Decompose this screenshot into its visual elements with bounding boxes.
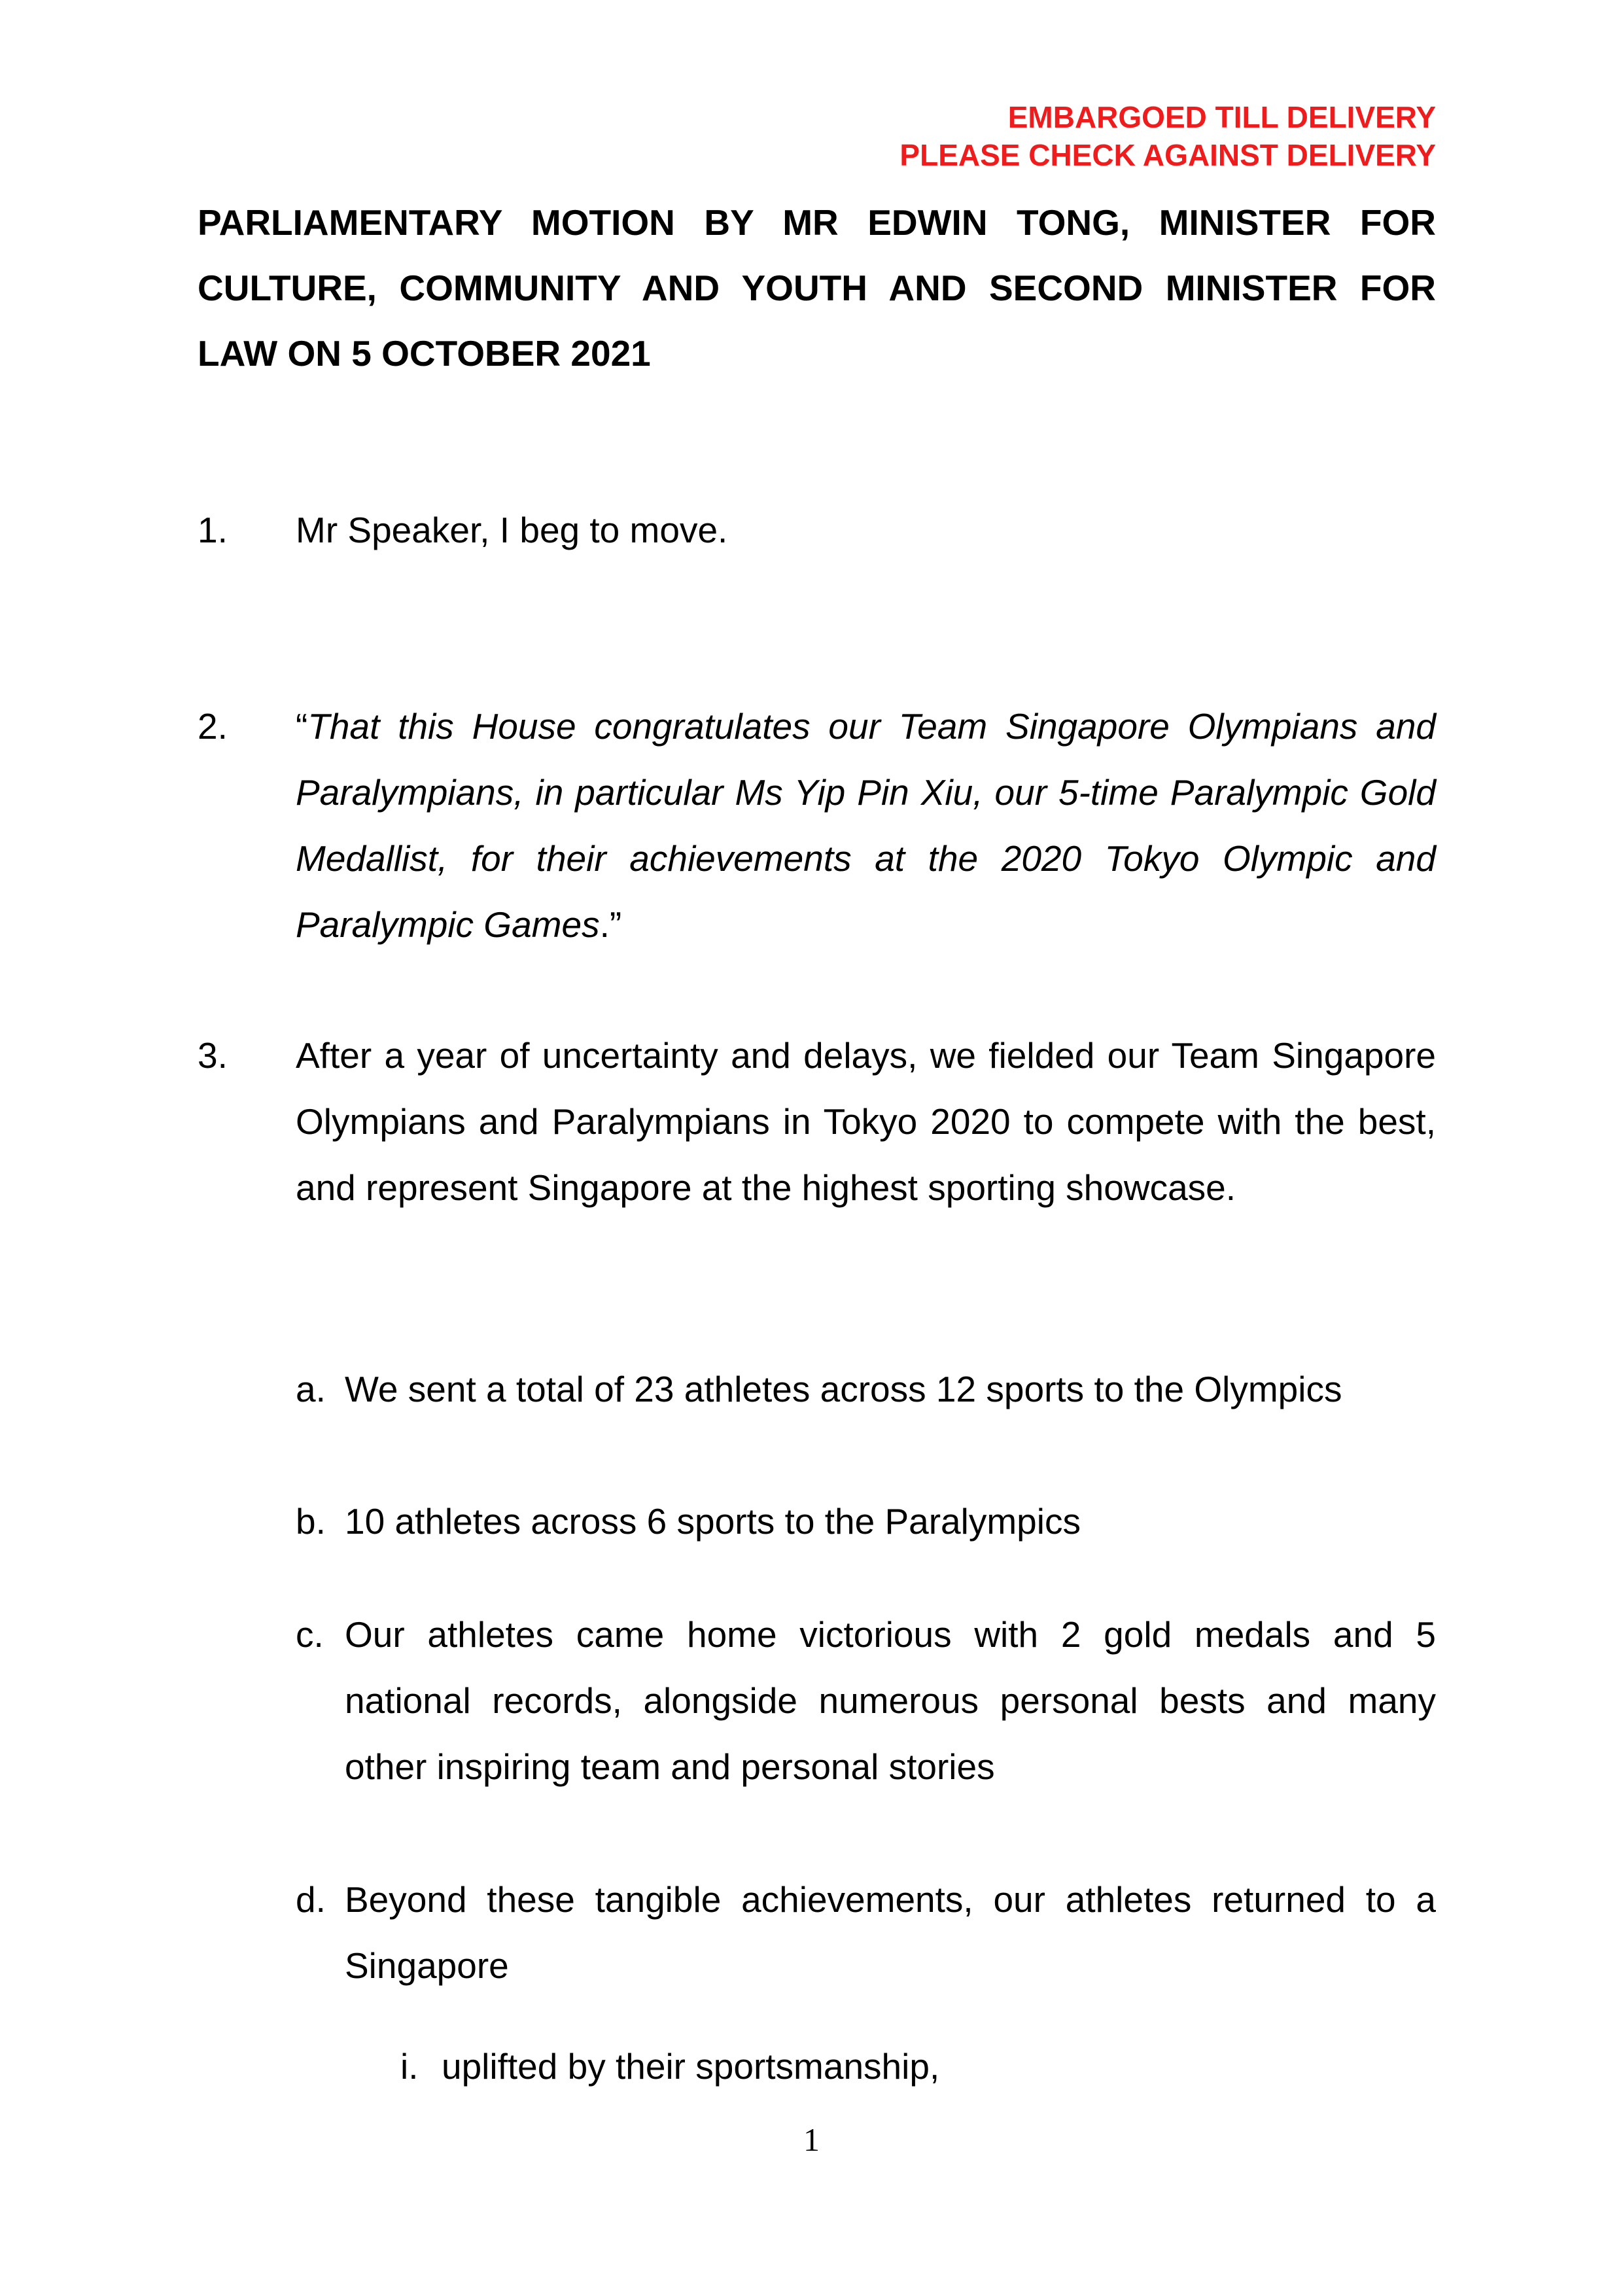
list-item-text: uplifted by their sportsmanship, xyxy=(442,2046,940,2087)
paragraph-1 xyxy=(198,497,1436,563)
list-letter: a. xyxy=(296,1369,326,1409)
list-letter: d. xyxy=(296,1879,326,1920)
paragraph-number: 3. xyxy=(198,1035,228,1076)
close-quote: .” xyxy=(599,904,622,945)
embargo-line-1: EMBARGOED TILL DELIVERY xyxy=(1007,100,1436,134)
list-item-d xyxy=(296,1867,1436,1999)
paragraph-3 xyxy=(198,1023,1436,1221)
embargo-line-2: PLEASE CHECK AGAINST DELIVERY xyxy=(899,138,1436,172)
list-letter: b. xyxy=(296,1501,326,1542)
paragraph-number: 1. xyxy=(198,510,228,550)
paragraph-number: 2. xyxy=(198,706,228,747)
motion-text xyxy=(296,694,1436,958)
embargo-notice xyxy=(899,98,1436,174)
list-roman: i. xyxy=(400,2046,419,2087)
list-item-text: We sent a total of 23 athletes across 12 sports to the Olympics xyxy=(345,1369,1342,1409)
paragraph-2 xyxy=(198,694,1436,958)
list-item-a xyxy=(296,1356,1436,1422)
list-item-text: Beyond these tangible achievements, our athletes returned to a Singapore xyxy=(345,1879,1436,1986)
motion-italic-text: That this House congratulates our Team Singapore Olympians and Paralympians, in particular Ms Yip Pin Xiu, our 5-time Paralympic Gold Medallist, for their achievements at the 2020 Tokyo Olympic and Paralympic Games xyxy=(296,706,1436,945)
list-item-c xyxy=(296,1602,1436,1800)
list-letter: c. xyxy=(296,1614,324,1655)
list-item-b xyxy=(296,1489,1436,1555)
list-item-text: Our athletes came home victorious with 2 gold medals and 5 national records, alongside numerous personal bests and many other inspiring team and personal stories xyxy=(345,1614,1436,1787)
list-item-text: 10 athletes across 6 sports to the Paralympics xyxy=(345,1501,1081,1542)
paragraph-text: Mr Speaker, I beg to move. xyxy=(296,510,728,550)
document-title: PARLIAMENTARY MOTION BY MR EDWIN TONG, MINISTER FOR CULTURE, COMMUNITY AND YOUTH AND SECOND MINISTER FOR LAW ON 5 OCTOBER 2021 xyxy=(198,202,1436,374)
list-item-i xyxy=(400,2034,1436,2100)
page-number: 1 xyxy=(803,2121,820,2158)
paragraph-text: After a year of uncertainty and delays, we fielded our Team Singapore Olympians and Paralympians in Tokyo 2020 to compete with the best, and represent Singapore at the highest sporting showcase. xyxy=(296,1035,1436,1208)
open-quote: “ xyxy=(296,706,308,747)
